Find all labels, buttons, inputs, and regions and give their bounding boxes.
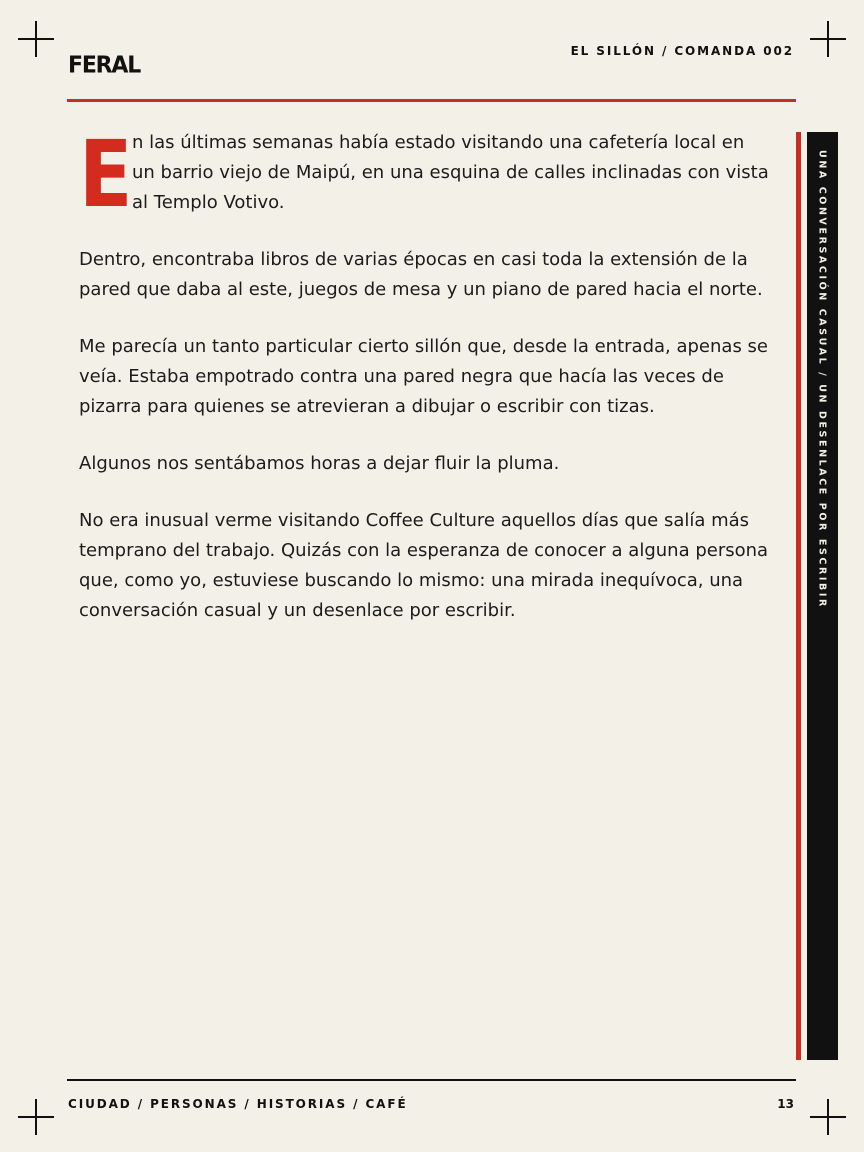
lede-text: n las últimas semanas había estado visitando una cafetería local en un barrio viejo de Maipú, en una esquina de calles inclinadas con vista al Templo Votivo. (132, 132, 769, 213)
footer-divider (67, 1079, 796, 1081)
paragraph: No era inusual verme visitando Coffee Culture aquellos días que salía más temprano del trabajo. Quizás con la esperanza de conocer a alguna persona que, como yo, estuviese buscando lo mismo: una mirada inequívoca, una conversación casual y un desenlace por escribir. (79, 510, 769, 621)
drop-cap: E (79, 121, 133, 228)
crop-mark-top-left (18, 21, 54, 57)
lede-paragraph (79, 121, 769, 228)
crop-mark-bottom-right (810, 1099, 846, 1135)
header-divider (67, 99, 796, 102)
sidebar-accent-rule (796, 132, 801, 1060)
footer-section-tags: CIUDAD / PERSONAS / HISTORIAS / CAFÉ (68, 1097, 408, 1111)
crop-mark-top-right (810, 21, 846, 57)
paragraph: Algunos nos sentábamos horas a dejar fluir la pluma. (79, 453, 560, 474)
section-title: EL SILLÓN / COMANDA 002 (570, 44, 794, 58)
crop-mark-bottom-left (18, 1099, 54, 1135)
sidebar-vertical-text: UNA CONVERSACIÓN CASUAL / UN DESENLACE POR ESCRIBIR (816, 150, 828, 609)
article-body (79, 121, 769, 653)
paragraph: Me parecía un tanto particular cierto sillón que, desde la entrada, apenas se veía. Estaba empotrado contra una pared negra que hacía las veces de pizarra para quienes se atrevieran a dibujar o escribir con tizas. (79, 336, 768, 417)
page-number: 13 (777, 1097, 794, 1111)
magazine-logo: FERAL (68, 52, 141, 79)
paragraph: Dentro, encontraba libros de varias épocas en casi toda la extensión de la pared que daba al este, juegos de mesa y un piano de pared hacia el norte. (79, 249, 763, 300)
